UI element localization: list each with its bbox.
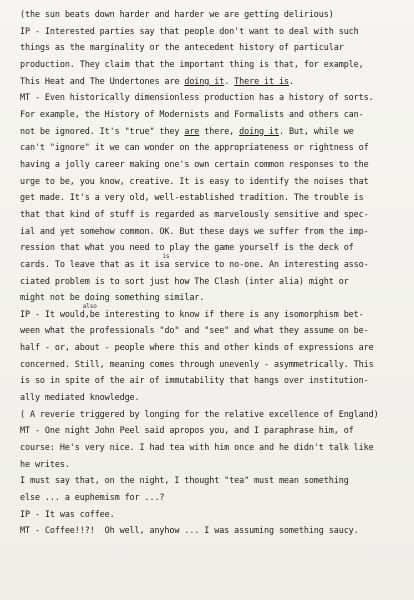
text-segment: there,	[199, 125, 240, 136]
text-line	[20, 189, 396, 206]
text-line	[20, 372, 396, 389]
text-segment: ( A reverie triggered by longing for the relative excellence of England)	[20, 408, 379, 419]
text-line	[20, 252, 396, 273]
text-line	[20, 472, 396, 489]
text-line	[20, 506, 396, 523]
text-line	[20, 39, 396, 56]
text-line	[20, 302, 396, 323]
text-segment: This Heat and The Undertones are	[20, 75, 185, 86]
text-segment: not be ignored. It's "true" they	[20, 125, 185, 136]
text-line	[20, 89, 396, 106]
text-segment: ression that what you need to play the game yourself is the deck of	[20, 242, 354, 253]
text-segment: MT - Even historically dimensionless production has a history of sorts.	[20, 92, 374, 103]
handwritten-insertion	[82, 302, 97, 319]
text-line	[20, 389, 396, 406]
underlined-text: are	[184, 125, 200, 136]
text-segment: else ... a euphemism for ...?	[20, 492, 165, 503]
text-segment: concerned. Still, meaning comes through unevenly - asymmetrically. This	[20, 358, 374, 369]
text-segment: ciated problem is to sort just how The Clash (inter alia) might or	[20, 275, 349, 286]
text-segment: MT - One night John Peel said apropos you, and I paraphrase him, of	[20, 425, 354, 436]
text-line	[20, 239, 396, 256]
text-line	[20, 356, 396, 373]
text-segment: . But, while we	[278, 125, 354, 136]
text-segment: course: He's very nice. I had tea with him once and he didn't talk like	[20, 442, 374, 453]
text-line	[20, 489, 396, 506]
text-segment: MT - Coffee!!?! Oh well, anyhow ... I was assuming something saucy.	[20, 525, 359, 536]
text-segment: ial and yet somehow common. OK. But these days we suffer from the imp-	[20, 225, 369, 236]
text-segment: .	[224, 75, 235, 86]
text-line	[20, 406, 396, 423]
text-line	[20, 139, 396, 156]
text-segment: having a jolly career making one's own certain common responses to the	[20, 158, 369, 169]
text-segment: be interesting to know if there is any isomorphism bet-	[89, 308, 364, 319]
text-segment: get made. It's a very old, well-established tradition. The trouble is	[20, 192, 364, 203]
text-segment: cards. To leave that as it is	[20, 258, 165, 269]
text-segment: urge to be, you know, creative. It is easy to identify the noises that	[20, 175, 369, 186]
text-segment: service to no-one. An interesting asso-	[169, 258, 369, 269]
text-line	[20, 23, 396, 40]
text-segment: he writes.	[20, 458, 70, 469]
text-segment: IP - It was coffee.	[20, 508, 115, 519]
text-segment: ,	[84, 308, 90, 319]
text-segment: can't "ignore" it we can wonder on the appropriateness or rightness of	[20, 142, 369, 153]
text-segment: that that kind of stuff is regarded as marvelously sensitive and spec-	[20, 208, 369, 219]
text-segment: production. They claim that the important thing is that, for example,	[20, 58, 364, 69]
insertion-note: is	[162, 252, 170, 260]
underlined-text: There it is	[234, 75, 289, 86]
text-segment: IP - Interested parties say that people don't want to deal with such	[20, 25, 359, 36]
text-line	[20, 123, 396, 140]
text-line	[20, 173, 396, 190]
text-line	[20, 106, 396, 123]
underlined-text: doing it	[239, 125, 279, 136]
text-segment: things as the marginality or the antecedent history of particular	[20, 42, 344, 53]
text-segment: is so in spite of the air of immutability that hangs over institution-	[20, 375, 369, 386]
text-segment: IP - It would	[20, 308, 85, 319]
handwritten-insertion	[162, 252, 170, 269]
text-segment: (the sun beats down harder and harder we are getting delirious)	[20, 9, 334, 19]
text-line	[20, 223, 396, 240]
text-line	[20, 439, 396, 456]
text-segment: a	[164, 258, 170, 269]
text-segment: .	[288, 75, 294, 86]
text-line	[20, 73, 396, 90]
text-segment: half - or, about - people where this and other kinds of expressions are	[20, 342, 374, 353]
text-line	[20, 6, 396, 23]
text-segment: ally mediated knowledge.	[20, 392, 140, 403]
text-line	[20, 422, 396, 439]
text-line	[20, 289, 396, 306]
underlined-text: doing it	[184, 75, 225, 86]
insertion-note: also	[82, 302, 97, 310]
text-line	[20, 273, 396, 290]
text-line	[20, 322, 396, 339]
text-segment: ween what the professionals "do" and "see" and what they assume on be-	[20, 325, 369, 336]
text-line	[20, 522, 396, 539]
text-line	[20, 156, 396, 173]
text-line	[20, 56, 396, 73]
text-segment: might not be doing something similar.	[20, 292, 205, 303]
text-segment: For example, the History of Modernists and Formalists and others can-	[20, 108, 364, 119]
text-segment: I must say that, on the night, I thought "tea" must mean something	[20, 475, 349, 486]
text-line	[20, 456, 396, 473]
text-line	[20, 339, 396, 356]
text-line	[20, 206, 396, 223]
